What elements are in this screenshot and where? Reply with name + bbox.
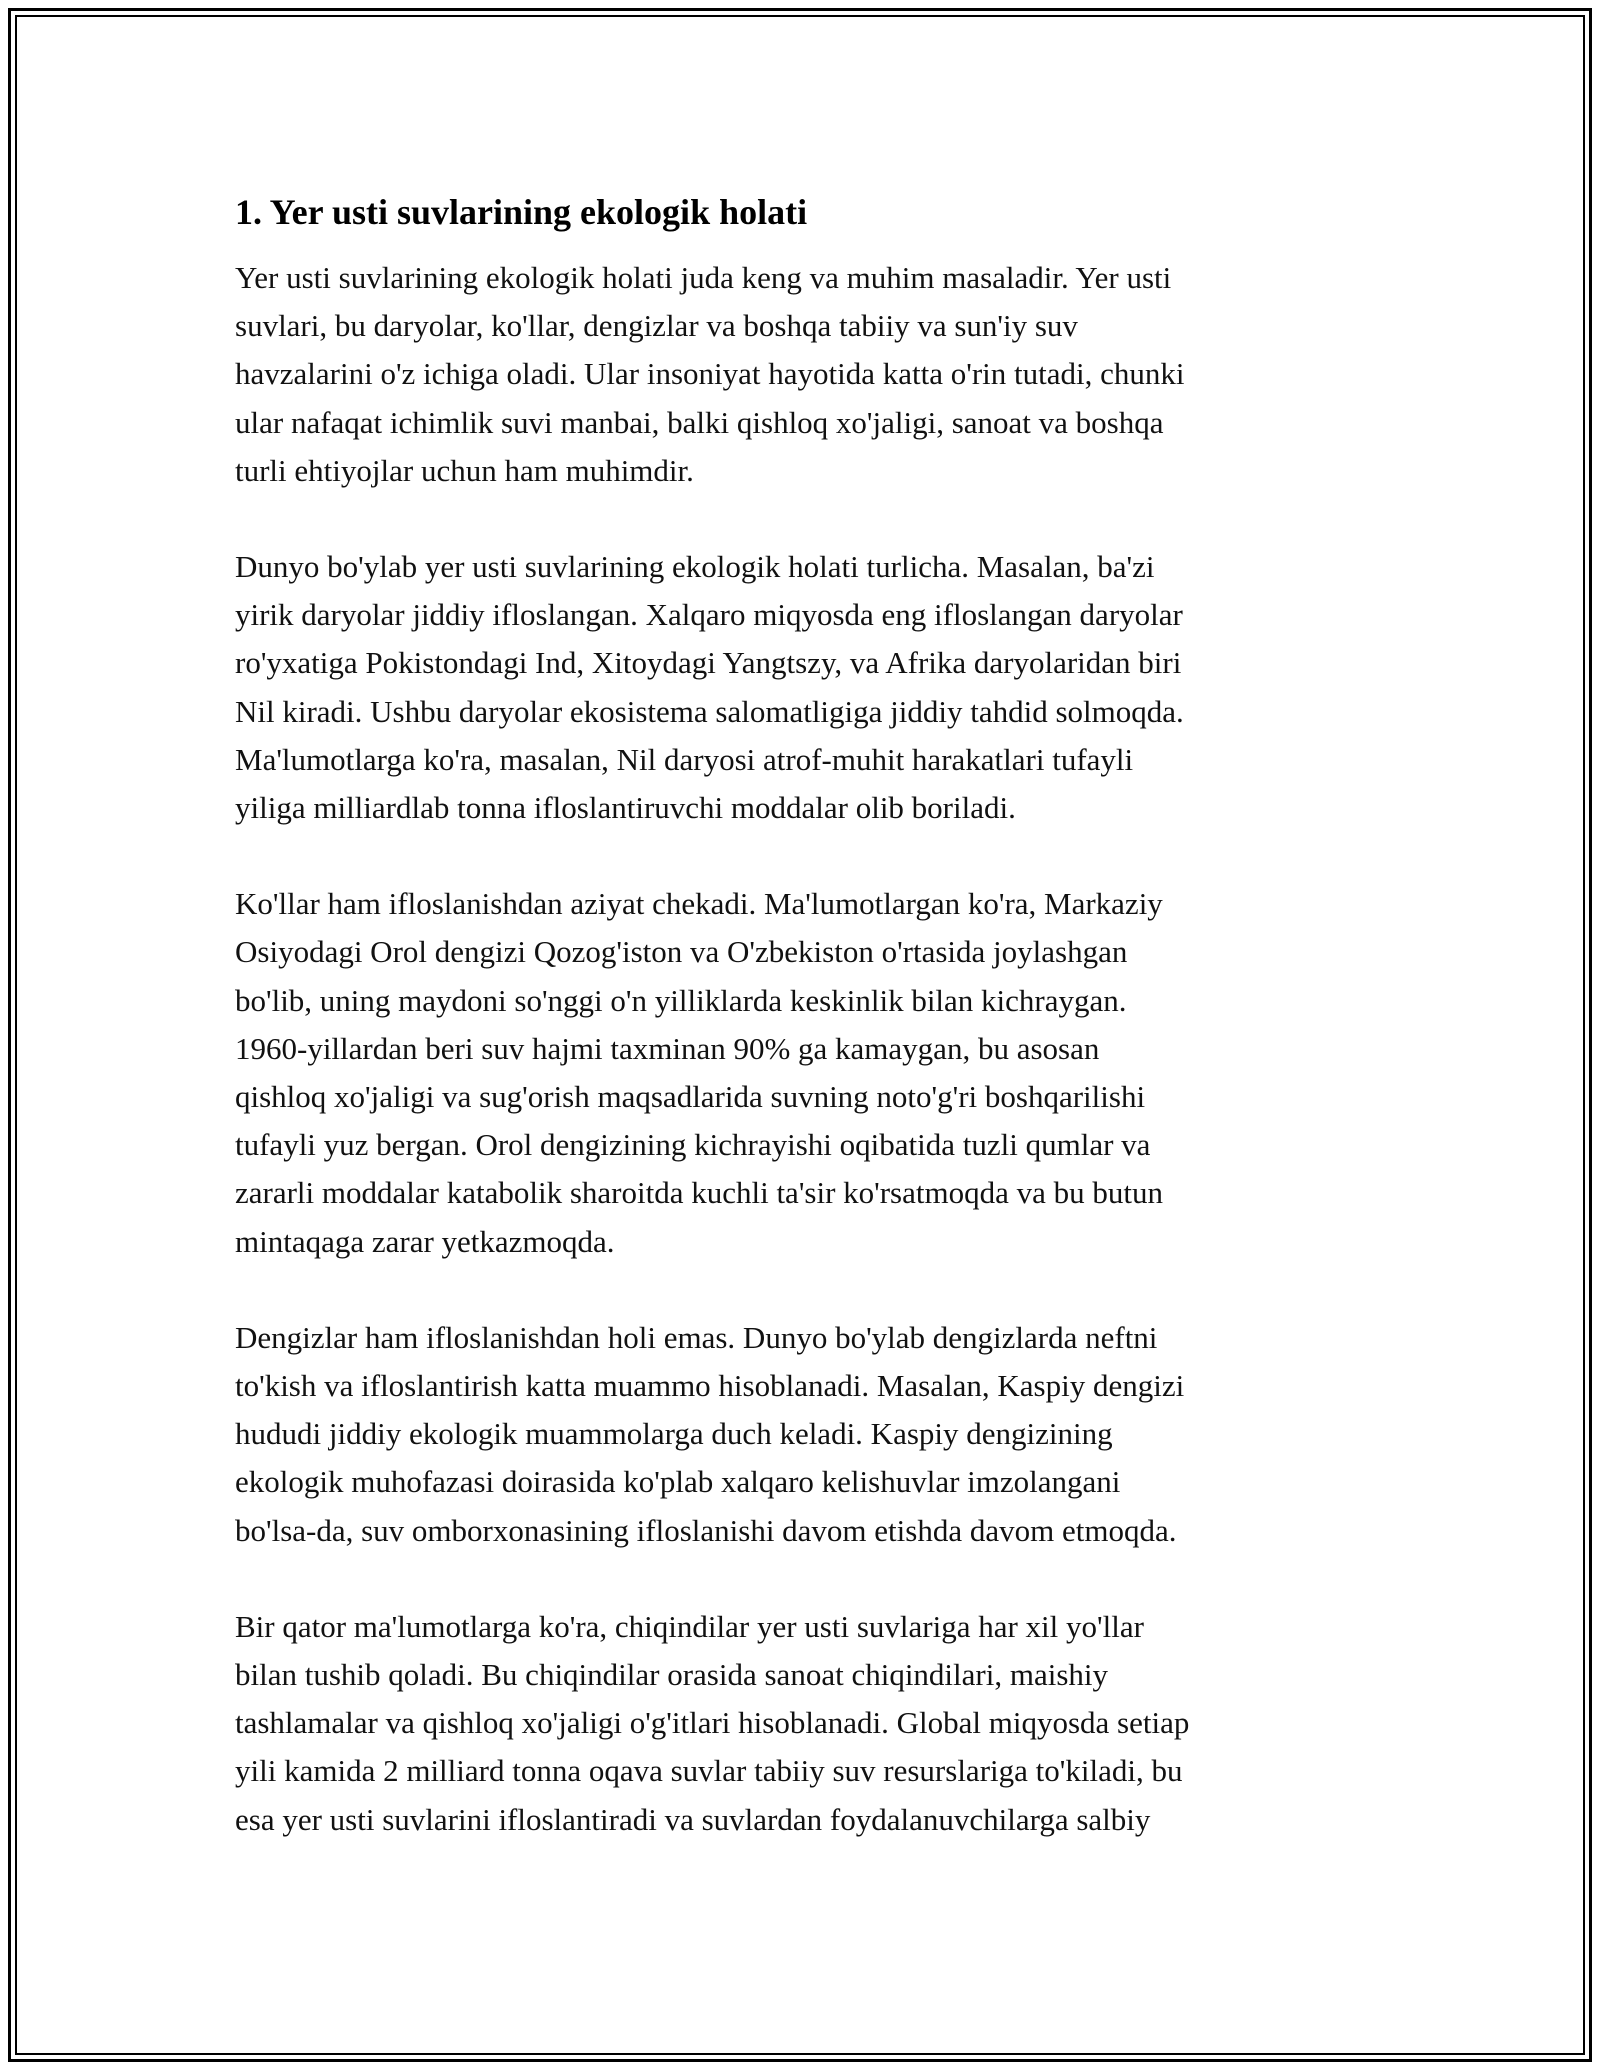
- text-line: mintaqaga zarar yetkazmoqda.: [235, 1223, 615, 1259]
- text-line: turli ehtiyojlar uchun ham muhimdir.: [235, 452, 694, 488]
- text-line: Dunyo bo'ylab yer usti suvlarining ekologik holati turlicha. Masalan, ba'zi: [235, 549, 1155, 585]
- document-body: [235, 188, 1370, 1892]
- text-line: Ko'llar ham ifloslanishdan aziyat chekadi. Ma'lumotlargan ko'ra, Markaziy: [235, 886, 1163, 922]
- text-line: Bir qator ma'lumotlarga ko'ra, chiqindilar yer usti suvlariga har xil yo'llar: [235, 1608, 1144, 1644]
- text-line: bilan tushib qoladi. Bu chiqindilar orasida sanoat chiqindilari, maishiy: [235, 1657, 1109, 1693]
- text-line: yiliga milliardlab tonna ifloslantiruvchi moddalar olib boriladi.: [235, 790, 1016, 826]
- text-line: havzalarini o'z ichiga oladi. Ular insoniyat hayotida katta o'rin tutadi, chunki: [235, 356, 1185, 392]
- text-line: bo'lsa-da, suv omborxonasining ifloslanishi davom etishda davom etmoqda.: [235, 1512, 1177, 1548]
- text-line: Ma'lumotlarga ko'ra, masalan, Nil daryosi atrof-muhit harakatlari tufayli: [235, 741, 1134, 777]
- text-line: yili kamida 2 milliard tonna oqava suvlar tabiiy suv resurslariga to'kiladi, bu: [235, 1753, 1183, 1789]
- text-line: ro'yxatiga Pokistondagi Ind, Xitoydagi Yangtszy, va Afrika daryolaridan biri: [235, 645, 1182, 681]
- text-line: to'kish va ifloslantirish katta muammo hisoblanadi. Masalan, Kaspiy dengizi: [235, 1368, 1185, 1404]
- text-line: Nil kiradi. Ushbu daryolar ekosistema salomatligiga jiddiy tahdid solmoqda.: [235, 693, 1184, 729]
- paragraph-1: [235, 254, 1370, 495]
- text-line: qishloq xo'jaligi va sug'orish maqsadlarida suvning noto'g'ri boshqarilishi: [235, 1079, 1146, 1115]
- text-line: ular nafaqat ichimlik suvi manbai, balki qishloq xo'jaligi, sanoat va boshqa: [235, 404, 1164, 440]
- text-line: esa yer usti suvlarini ifloslantiradi va suvlardan foydalanuvchilarga salbiy: [235, 1801, 1151, 1837]
- text-line: yirik daryolar jiddiy ifloslangan. Xalqaro miqyosda eng ifloslangan daryolar: [235, 597, 1183, 633]
- text-line: Yer usti suvlarining ekologik holati juda keng va muhim masaladir. Yer usti: [235, 260, 1172, 295]
- paragraph-3: [235, 880, 1370, 1266]
- text-line: bo'lib, uning maydoni so'nggi o'n yilliklarda keskinlik bilan kichraygan.: [235, 982, 1127, 1018]
- text-line: tashlamalar va qishloq xo'jaligi o'g'itlari hisoblanadi. Global miqyosda setiap: [235, 1705, 1190, 1741]
- paragraph-5: [235, 1603, 1370, 1844]
- text-line: ekologik muhofazasi doirasida ko'plab xalqaro kelishuvlar imzolangani: [235, 1464, 1121, 1500]
- paragraph-2: [235, 543, 1370, 832]
- text-line: suvlari, bu daryolar, ko'llar, dengizlar va boshqa tabiiy va sun'iy suv: [235, 308, 1078, 344]
- text-line: zararli moddalar katabolik sharoitda kuchli ta'sir ko'rsatmoqda va bu butun: [235, 1175, 1163, 1211]
- section-heading: 1. Yer usti suvlarining ekologik holati: [235, 192, 808, 232]
- text-line: tufayli yuz bergan. Orol dengizining kichrayishi oqibatida tuzli qumlar va: [235, 1127, 1151, 1163]
- text-line: hududi jiddiy ekologik muammolarga duch keladi. Kaspiy dengizining: [235, 1416, 1113, 1452]
- text-line: 1960-yillardan beri suv hajmi taxminan 90% ga kamaygan, bu asosan: [235, 1030, 1100, 1066]
- text-line: Osiyodagi Orol dengizi Qozog'iston va O'zbekiston o'rtasida joylashgan: [235, 934, 1128, 970]
- text-line: Dengizlar ham ifloslanishdan holi emas. Dunyo bo'ylab dengizlarda neftni: [235, 1319, 1158, 1355]
- paragraph-4: [235, 1314, 1370, 1555]
